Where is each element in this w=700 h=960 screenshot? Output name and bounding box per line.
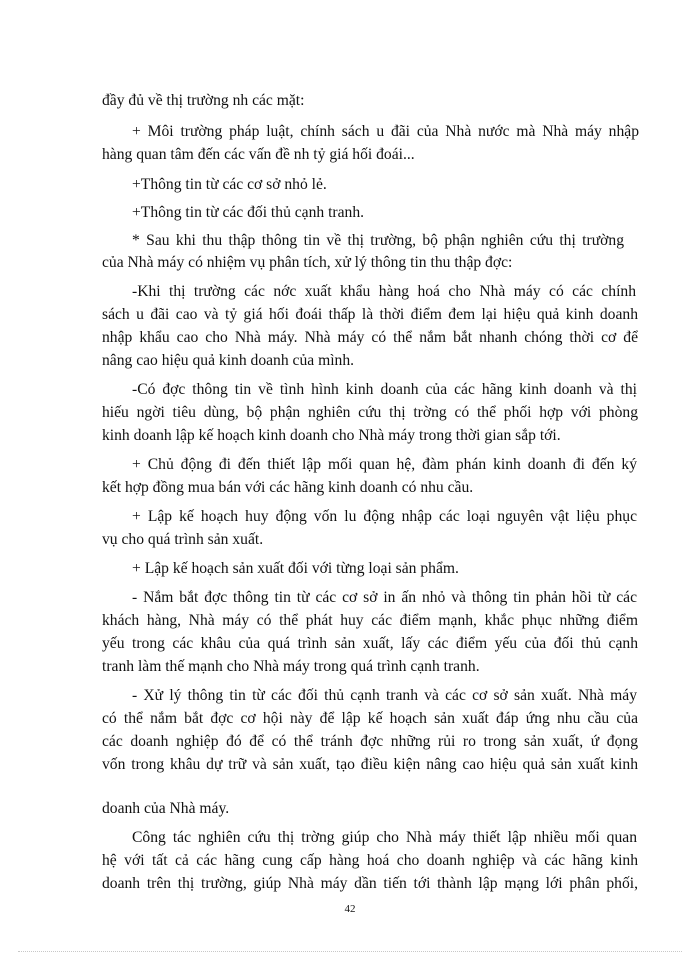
text-line: hàng quan tâm đến các vấn đề nh tỷ giá hối đoái... — [102, 146, 415, 163]
text-line: của Nhà máy có nhiệm vụ phân tích, xử lý thông tin thu thập đợc: — [102, 254, 513, 271]
text-line: + Chủ động đi đến thiết lập mối quan hệ, đàm phán kinh doanh đi đến ký — [132, 456, 637, 473]
text-line: sách u đãi cao và tỷ giá hối đoái thấp là thời điểm đem lại hiệu quả kinh doanh — [102, 306, 638, 323]
text-line: Công tác nghiên cứu thị trờng giúp cho Nhà máy thiết lập nhiều mối quan — [132, 829, 637, 846]
page-bottom-divider — [18, 951, 682, 952]
text-line: +Thông tin từ các cơ sở nhỏ lẻ. — [132, 176, 327, 193]
text-line: - Nắm bắt đợc thông tin từ các cơ sở in ấn nhỏ và thông tin phản hồi từ các — [132, 589, 637, 606]
text-line: đầy đủ về thị trường nh các mặt: — [102, 92, 305, 109]
text-line: vụ cho quá trình sản xuất. — [102, 531, 264, 548]
text-line: nâng cao hiệu quả kinh doanh của mình. — [102, 352, 355, 369]
text-line: doanh của Nhà máy. — [102, 800, 230, 817]
text-line: tranh làm thế mạnh cho Nhà máy trong quá trình cạnh tranh. — [102, 658, 480, 675]
text-line: kết hợp đồng mua bán với các hãng kinh doanh có nhu cầu. — [102, 479, 474, 496]
text-line: khách hàng, Nhà máy có thể phát huy các điểm mạnh, khắc phục những điểm — [102, 612, 638, 629]
text-line: +Thông tin từ các đối thủ cạnh tranh. — [132, 204, 365, 221]
page-number: 42 — [344, 903, 356, 915]
text-line: + Lập kế hoạch huy động vốn lu động nhập các loại nguyên vật liệu phục — [132, 508, 637, 525]
text-line: * Sau khi thu thập thông tin về thị trường, bộ phận nghiên cứu thị trường — [132, 232, 624, 249]
text-line: - Xử lý thông tin từ các đối thủ cạnh tranh và các cơ sở sản xuất. Nhà máy — [132, 687, 637, 704]
text-line: -Có đợc thông tin về tình hình kinh doanh của các hãng kinh doanh và thị — [132, 381, 637, 398]
text-line: các doanh nghiệp đó để có thể tránh đợc những rủi ro trong sản xuất, ứ đọng — [102, 733, 638, 750]
text-line: nhập khẩu cao cho Nhà máy. Nhà máy có thể nắm bắt nhanh chóng thời cơ để — [102, 329, 638, 346]
text-line: + Lập kế hoạch sản xuất đối với từng loại sản phẩm. — [132, 560, 459, 577]
text-line: -Khi thị trường các nớc xuất khẩu hàng hoá cho Nhà máy có các chính — [132, 283, 636, 300]
text-line: yếu trong các khâu của quá trình sản xuất, lấy các điểm yếu của đối thủ cạnh — [102, 635, 638, 652]
text-line: hiếu ngời tiêu dùng, bộ phận nghiên cứu thị trờng có thể phối hợp với phòng — [102, 404, 638, 421]
text-line: + Môi trường pháp luật, chính sách u đãi của Nhà nước mà Nhà máy nhập — [132, 123, 639, 140]
text-line: doanh trên thị trường, giúp Nhà máy dần tiến tới thành lập mạng lới phân phối, — [102, 875, 638, 892]
text-line: hệ với tất cả các hãng cung cấp hàng hoá cho doanh nghiệp và các hãng kinh — [102, 852, 638, 869]
text-line: có thể nắm bắt đợc cơ hội này để lập kế hoạch sản xuất đáp ứng nhu cầu của — [102, 710, 638, 727]
text-line: vốn trong khâu dự trữ và sản xuất, tạo điều kiện nâng cao hiệu quả sản xuất kinh — [102, 756, 638, 773]
text-line: kinh doanh lập kế hoạch kinh doanh cho Nhà máy trong thời gian sắp tới. — [102, 427, 561, 444]
